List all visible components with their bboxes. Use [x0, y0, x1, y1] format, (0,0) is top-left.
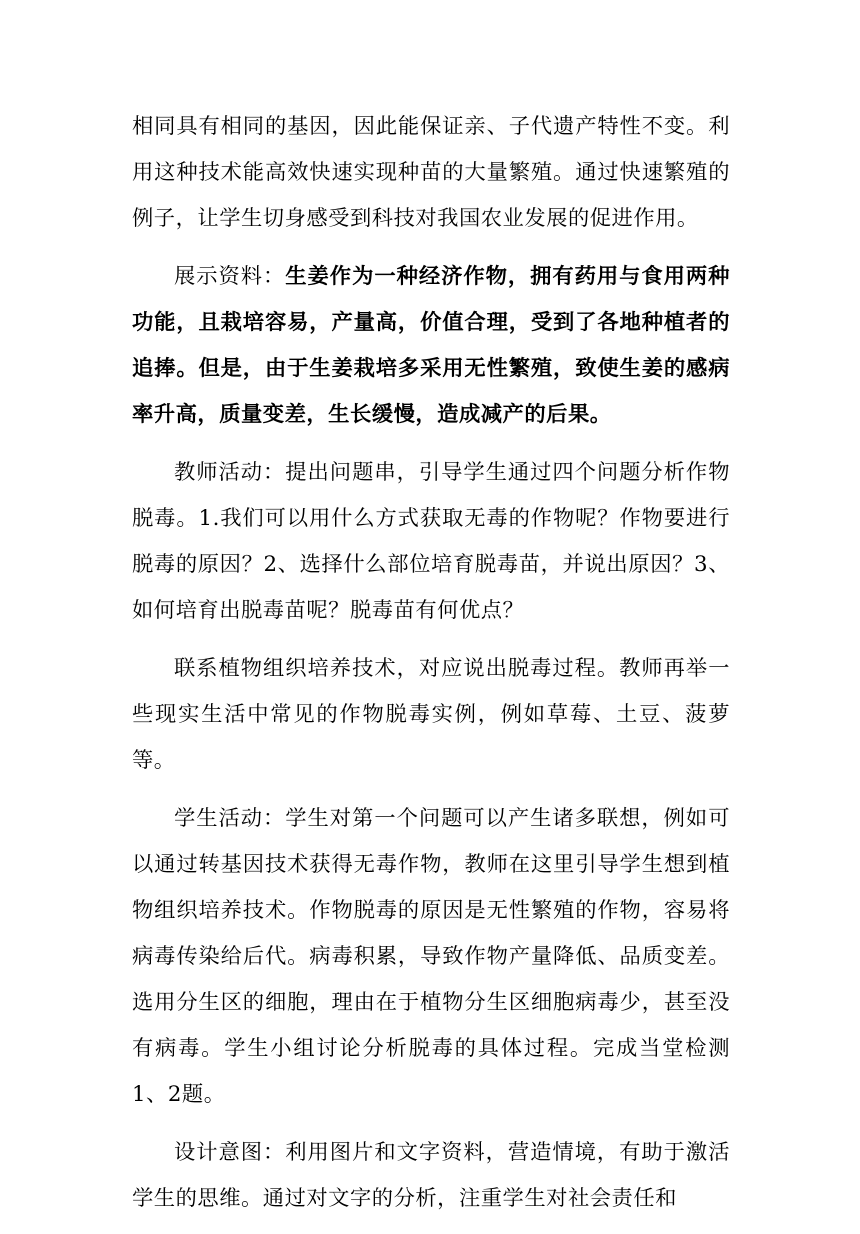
- paragraph-show-material: [132, 254, 730, 438]
- paragraph-design-intent: [132, 1130, 730, 1222]
- paragraph-tissue-culture: [132, 646, 730, 784]
- paragraph-label: 展示资料：: [174, 264, 286, 289]
- paragraph-text: 联系植物组织培养技术，对应说出脱毒过程。教师再举一些现实生活中常见的作物脱毒实例，例如草莓、土豆、菠萝等。: [132, 656, 730, 773]
- paragraph-text: 教师活动：提出问题串，引导学生通过四个问题分析作物脱毒。1.我们可以用什么方式获取无毒的作物呢？作物要进行脱毒的原因？2、选择什么部位培育脱毒苗，并说出原因？3、如何培育出脱毒苗呢？脱毒苗有何优点？: [132, 460, 730, 623]
- paragraph-text: 生姜作为一种经济作物，拥有药用与食用两种功能，且栽培容易，产量高，价值合理，受到了各地种植者的追捧。但是，由于生姜栽培多采用无性繁殖，致使生姜的感病率升高，质量变差，生长缓慢，造成减产的后果。: [132, 264, 730, 427]
- paragraph-teacher-activity: [132, 450, 730, 634]
- paragraph-text: 相同具有相同的基因，因此能保证亲、子代遗产特性不变。利用这种技术能高效快速实现种苗的大量繁殖。通过快速繁殖的例子，让学生切身感受到科技对我国农业发展的促进作用。: [132, 114, 730, 231]
- paragraph-text: 设计意图：利用图片和文字资料，营造情境，有助于激活学生的思维。通过对文字的分析，注重学生对社会责任和: [132, 1140, 730, 1211]
- paragraph-student-activity: [132, 796, 730, 1118]
- paragraph-text: 学生活动：学生对第一个问题可以产生诸多联想，例如可以通过转基因技术获得无毒作物，教师在这里引导学生想到植物组织培养技术。作物脱毒的原因是无性繁殖的作物，容易将病毒传染给后代。病毒积累，导致作物产量降低、品质变差。选用分生区的细胞，理由在于植物分生区细胞病毒少，甚至没有病毒。学生小组讨论分析脱毒的具体过程。完成当堂检测1、2题。: [132, 806, 730, 1107]
- paragraph-continuation: [132, 104, 730, 242]
- document-body: [132, 104, 730, 1234]
